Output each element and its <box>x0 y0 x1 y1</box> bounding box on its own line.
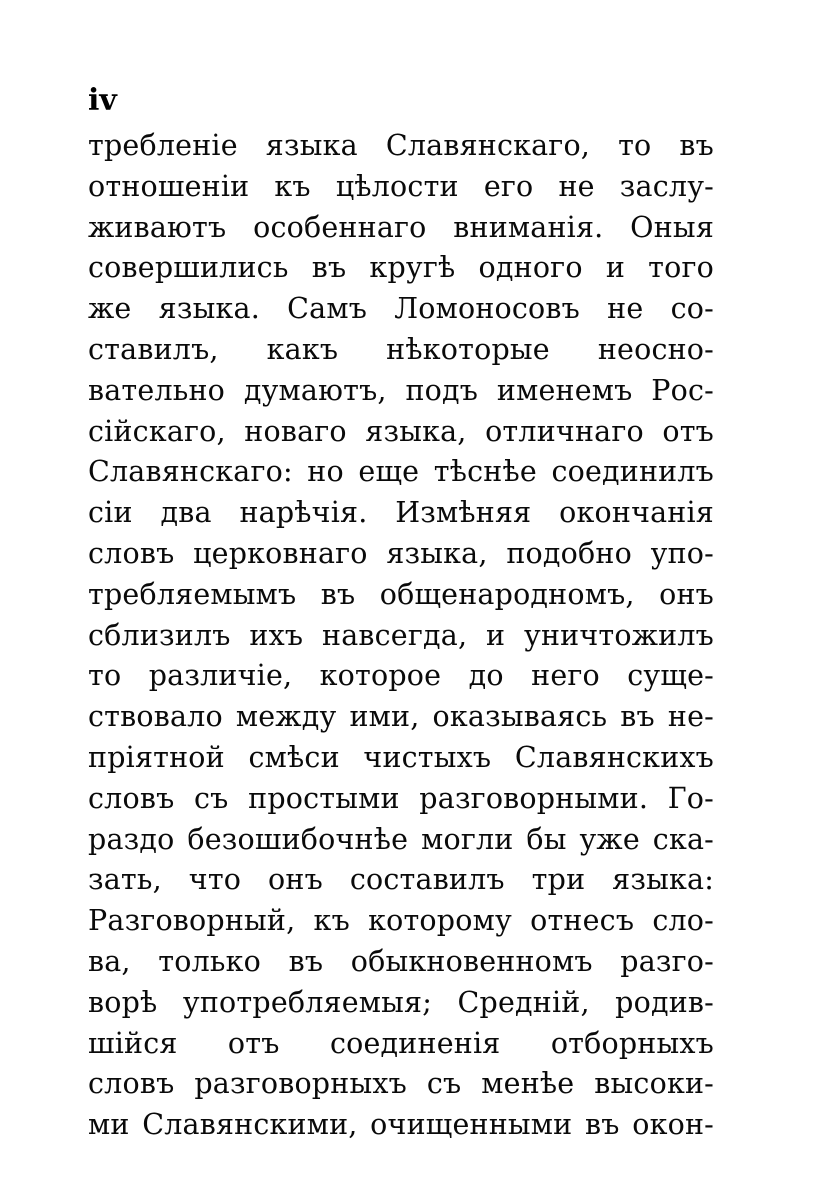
text-line: вательно думаютъ, подъ именемъ Рос- <box>88 373 714 407</box>
text-line: шійся отъ соединенія отборныхъ <box>88 1026 714 1060</box>
text-line: совершились въ кругѣ одного и того <box>88 251 714 285</box>
text-line: то различіе, которое до него суще- <box>88 659 714 693</box>
book-page <box>18 60 820 1160</box>
text-line: живаютъ особеннаго вниманія. Оныя <box>88 210 714 244</box>
text-line: отношеніи къ цѣлости его не заслу- <box>88 169 714 203</box>
text-line: сблизилъ ихъ навсегда, и уничтожилъ <box>88 618 714 652</box>
text-line: словъ церковнаго языка, подобно упо- <box>88 536 714 570</box>
page-number: iv <box>88 83 117 118</box>
text-line: ворѣ употребляемыя; Средній, родив- <box>88 985 714 1019</box>
text-line: пріятной смѣси чистыхъ Славянскихъ <box>88 740 714 774</box>
text-line: сіи два нарѣчія. Измѣняя окончанія <box>88 496 714 530</box>
text-line: словъ разговорныхъ съ менѣе высоки- <box>88 1067 714 1101</box>
text-line: раздо безошибочнѣе могли бы уже ска- <box>88 822 714 856</box>
text-line: зать, что онъ составилъ три языка: <box>88 863 714 897</box>
text-line: же языка. Самъ Ломоносовъ не со- <box>88 292 714 326</box>
text-line: Разговорный, къ которому отнесъ сло- <box>88 904 714 938</box>
text-line: требленіе языка Славянскаго, то въ <box>88 129 714 162</box>
text-line: словъ съ простыми разговорными. Го- <box>88 781 714 815</box>
body-text <box>88 126 714 1146</box>
text-line: требляемымъ въ общенародномъ, онъ <box>88 577 714 611</box>
text-line: ва, только въ обыкновенномъ разго- <box>88 944 714 978</box>
text-line: ствовало между ими, оказываясь въ не- <box>88 700 714 734</box>
text-line: сійскаго, новаго языка, отличнаго отъ <box>88 414 714 448</box>
text-line: Славянскаго: но еще тѣснѣе соединилъ <box>88 455 714 489</box>
text-line: ми Славянскими, очищенными въ окон- <box>88 1108 714 1142</box>
text-line: ставилъ, какъ нѣкоторые неосно- <box>88 332 714 366</box>
